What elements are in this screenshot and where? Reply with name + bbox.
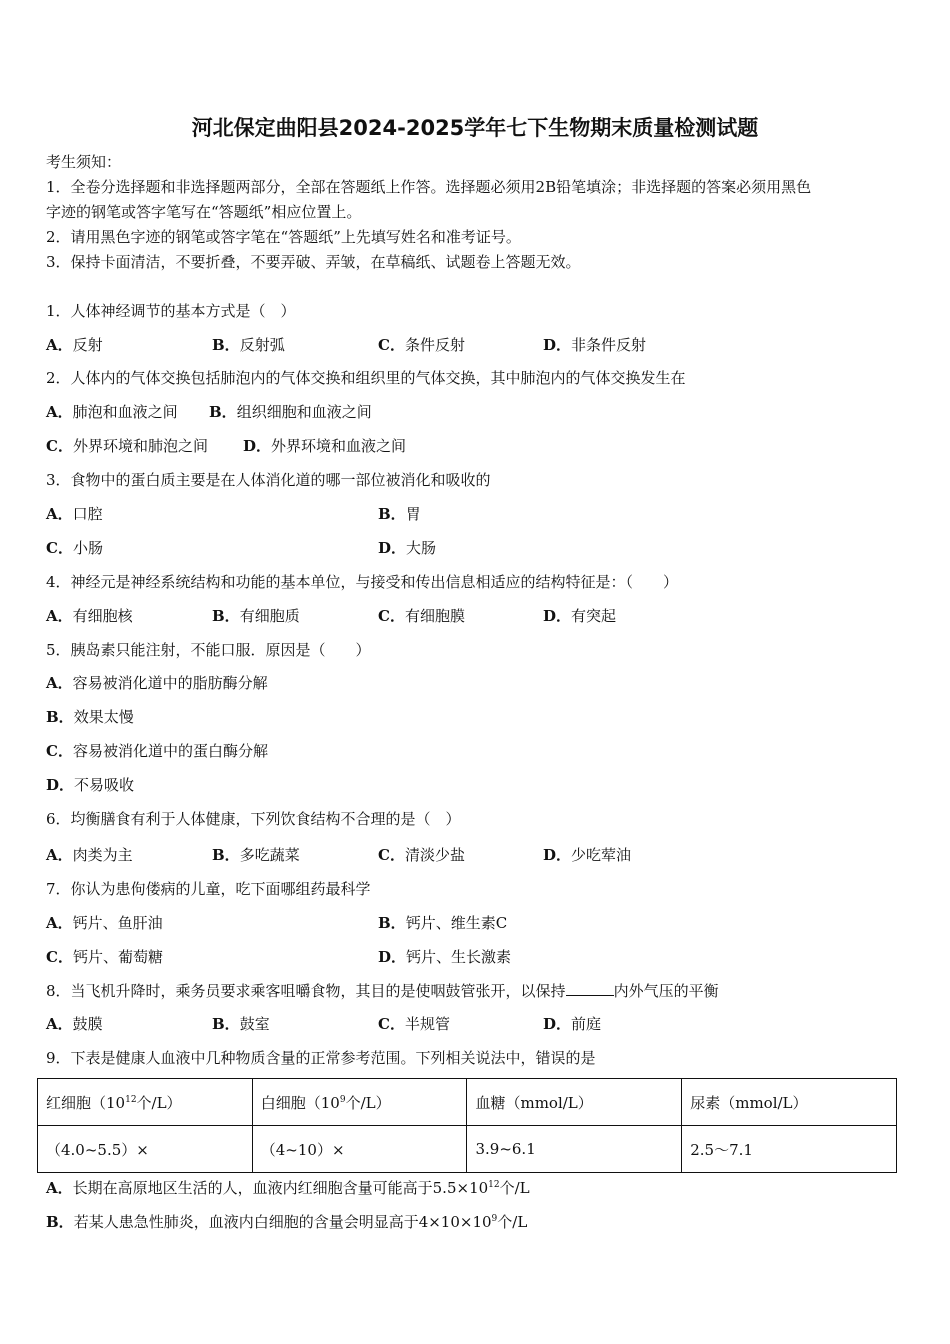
q8-option-b: B．鼓室 bbox=[212, 1015, 270, 1033]
table-value-row bbox=[38, 1126, 897, 1173]
q3-option-a: A．口腔 bbox=[46, 505, 103, 523]
header-red-cells: 红细胞（$10^{12}$个/L） bbox=[38, 1079, 253, 1126]
header-white-cells: 白细胞（$10^9$个/L） bbox=[252, 1079, 467, 1126]
header-blood-sugar: 血糖（mmol/L） bbox=[467, 1079, 682, 1126]
q6-option-a: A．肉类为主 bbox=[46, 846, 133, 864]
q9-stem: 9．下表是健康人血液中几种物质含量的正常参考范围。下列相关说法中，错误的是 bbox=[46, 1049, 596, 1067]
q2-option-a: A．肺泡和血液之间 bbox=[46, 403, 178, 421]
q7-stem: 7．你认为患佝偻病的儿童，吃下面哪组药最科学 bbox=[46, 880, 371, 898]
q9-option-a: A．长期在高原地区生活的人，血液内红细胞含量可能高于$5.5\times 10^{12}$个/L bbox=[46, 1179, 530, 1197]
reference-table bbox=[37, 1078, 897, 1173]
q4-stem: 4．神经元是神经系统结构和功能的基本单位，与接受和传出信息相适应的结构特征是：（ ） bbox=[46, 573, 679, 591]
q9-option-b: B．若某人患急性肺炎，血液内白细胞的含量会明显高于$4\times 10\times 10^9$个/L bbox=[46, 1213, 528, 1231]
notice-line-2: 2．请用黑色字迹的钢笔或答字笔在“答题纸”上先填写姓名和准考证号。 bbox=[46, 228, 521, 246]
q7-option-a: A．钙片、鱼肝油 bbox=[46, 914, 163, 932]
q3-stem: 3．食物中的蛋白质主要是在人体消化道的哪一部位被消化和吸收的 bbox=[46, 471, 491, 489]
q4-option-d: D．有突起 bbox=[543, 607, 617, 625]
q5-option-b: B．效果太慢 bbox=[46, 708, 134, 726]
q1-option-b: B．反射弧 bbox=[212, 336, 285, 354]
value-urea: 2.5～7.1 bbox=[682, 1126, 897, 1173]
q7-option-b: B．钙片、维生素C bbox=[378, 914, 508, 932]
q3-option-b: B．胃 bbox=[378, 505, 421, 523]
q6-option-d: D．少吃荤油 bbox=[543, 846, 632, 864]
q3-option-c: C．小肠 bbox=[46, 539, 103, 557]
q6-option-b: B．多吃蔬菜 bbox=[212, 846, 300, 864]
q2-option-b: B．组织细胞和血液之间 bbox=[209, 403, 372, 421]
q4-option-c: C．有细胞膜 bbox=[378, 607, 465, 625]
q3-option-d: D．大肠 bbox=[378, 539, 437, 557]
q7-option-c: C．钙片、葡萄糖 bbox=[46, 948, 163, 966]
q6-stem: 6．均衡膳食有利于人体健康，下列饮食结构不合理的是（ ） bbox=[46, 810, 461, 828]
q6-option-c: C．清淡少盐 bbox=[378, 846, 465, 864]
value-white-cells: （4~10）× bbox=[252, 1126, 467, 1173]
notice-line-1b: 字迹的钢笔或答字笔写在“答题纸”相应位置上。 bbox=[46, 203, 362, 221]
q8-option-a: A．鼓膜 bbox=[46, 1015, 103, 1033]
page-title: 河北保定曲阳县2024-2025学年七下生物期末质量检测试题 bbox=[191, 116, 759, 140]
header-urea: 尿素（mmol/L） bbox=[682, 1079, 897, 1126]
notice-line-1a: 1．全卷分选择题和非选择题两部分，全部在答题纸上作答。选择题必须用2B铅笔填涂；非选择题的答案必须用黑色 bbox=[46, 178, 812, 196]
q7-option-d: D．钙片、生长激素 bbox=[378, 948, 512, 966]
q2-option-d: D．外界环境和血液之间 bbox=[243, 437, 407, 455]
q5-stem: 5．胰岛素只能注射，不能口服．原因是（ ） bbox=[46, 641, 371, 659]
value-red-cells: （4.0~5.5）× bbox=[38, 1126, 253, 1173]
q4-option-b: B．有细胞质 bbox=[212, 607, 300, 625]
q5-option-a: A．容易被消化道中的脂肪酶分解 bbox=[46, 674, 268, 692]
q1-option-a: A．反射 bbox=[46, 336, 103, 354]
q2-stem: 2．人体内的气体交换包括肺泡内的气体交换和组织里的气体交换，其中肺泡内的气体交换发生在 bbox=[46, 369, 686, 387]
value-blood-sugar: 3.9~6.1 bbox=[467, 1126, 682, 1173]
q1-option-d: D．非条件反射 bbox=[543, 336, 647, 354]
q8-fill-blank bbox=[566, 981, 614, 996]
q8-option-c: C．半规管 bbox=[378, 1015, 450, 1033]
q8-stem: 8．当飞机升降时，乘务员要求乘客咀嚼食物，其目的是使咽鼓管张开，以保持 内外气压的平衡 bbox=[46, 982, 719, 1000]
notice-heading: 考生须知： bbox=[46, 153, 122, 171]
q1-option-c: C．条件反射 bbox=[378, 336, 465, 354]
table-header-row bbox=[38, 1079, 897, 1126]
q4-option-a: A．有细胞核 bbox=[46, 607, 133, 625]
q5-option-d: D．不易吸收 bbox=[46, 776, 135, 794]
q5-option-c: C．容易被消化道中的蛋白酶分解 bbox=[46, 742, 268, 760]
q8-option-d: D．前庭 bbox=[543, 1015, 602, 1033]
q2-option-c: C．外界环境和肺泡之间 bbox=[46, 437, 208, 455]
notice-line-3: 3．保持卡面清洁，不要折叠，不要弄破、弄皱，在草稿纸、试题卷上答题无效。 bbox=[46, 253, 581, 271]
q1-stem: 1．人体神经调节的基本方式是（ ） bbox=[46, 302, 296, 320]
